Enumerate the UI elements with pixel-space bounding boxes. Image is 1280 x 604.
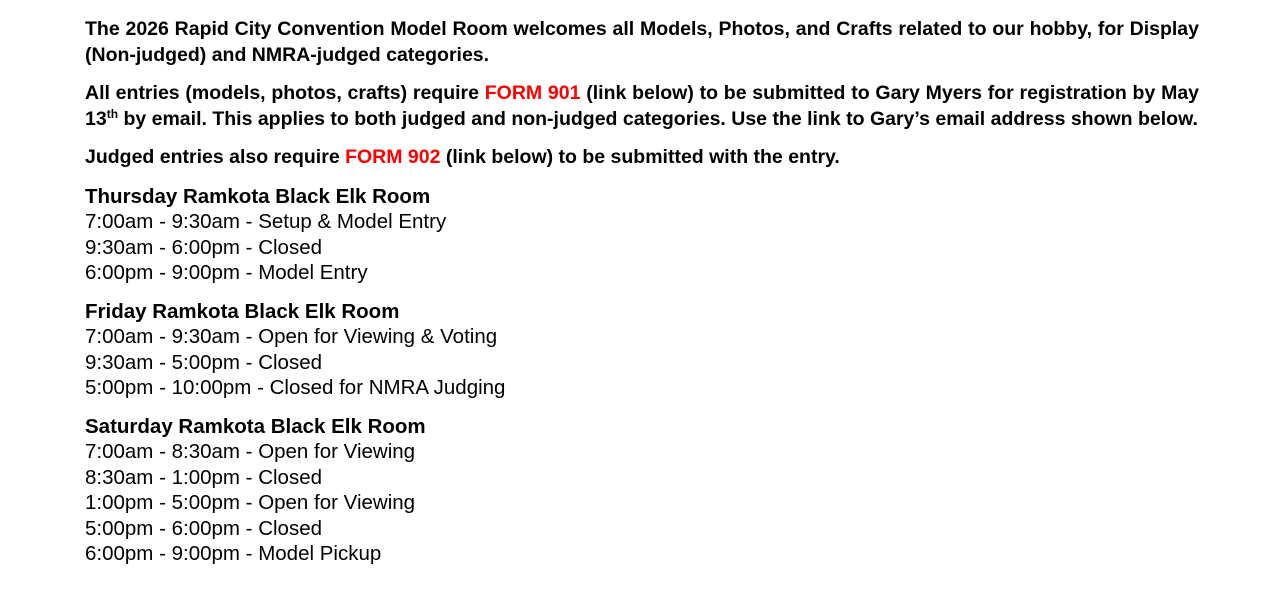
intro-text: The 2026 Rapid City Convention Model Room welcomes all Models, Photos, and Crafts related to our hobby, for Display (Non-judged) and NMRA-judged categories. <box>85 18 1199 66</box>
entries-paragraph <box>85 81 1199 132</box>
time-slot: 7:00am - 9:30am - Open for Viewing & Voting <box>85 325 498 348</box>
time-slot: 6:00pm - 9:00pm - Model Pickup <box>85 542 382 565</box>
schedule-saturday <box>85 414 1199 567</box>
time-slot: 9:30am - 6:00pm - Closed <box>85 235 323 259</box>
day-title: Saturday Ramkota Black Elk Room <box>85 414 426 438</box>
schedule-thursday <box>85 184 1199 286</box>
judged-text-2: (link below) to be submitted with the entry. <box>440 146 840 168</box>
time-slot: 7:00am - 8:30am - Open for Viewing <box>85 440 416 463</box>
time-slot: 5:00pm - 10:00pm - Closed for NMRA Judging <box>85 376 506 399</box>
time-slot: 1:00pm - 5:00pm - Open for Viewing <box>85 491 416 514</box>
model-room-info <box>85 17 1199 580</box>
entries-text-1: All entries (models, photos, crafts) require <box>85 82 485 104</box>
judged-paragraph <box>85 145 1199 171</box>
form-901-link[interactable]: FORM 901 <box>484 82 581 104</box>
form-902-link[interactable]: FORM 902 <box>345 146 441 168</box>
time-slot: 8:30am - 1:00pm - Closed <box>85 465 323 489</box>
entries-text-2: (link below) to be submitted to Gary Myers for registration by May 13 <box>85 82 1200 130</box>
time-slot: 5:00pm - 6:00pm - Closed <box>85 516 323 540</box>
time-slot: 9:30am - 5:00pm - Closed <box>85 350 323 374</box>
time-slot: 7:00am - 9:30am - Setup & Model Entry <box>85 210 447 233</box>
day-title: Thursday Ramkota Black Elk Room <box>85 184 431 208</box>
entries-superscript: th <box>106 106 119 121</box>
judged-text-1: Judged entries also require <box>85 146 346 168</box>
schedule-friday <box>85 299 1199 401</box>
time-slot: 6:00pm - 9:00pm - Model Entry <box>85 261 368 284</box>
intro-paragraph <box>85 17 1199 68</box>
day-title: Friday Ramkota Black Elk Room <box>85 299 400 323</box>
entries-text-3: by email. This applies to both judged and non-judged categories. Use the link to Gary’s email address shown below. <box>118 107 1198 130</box>
